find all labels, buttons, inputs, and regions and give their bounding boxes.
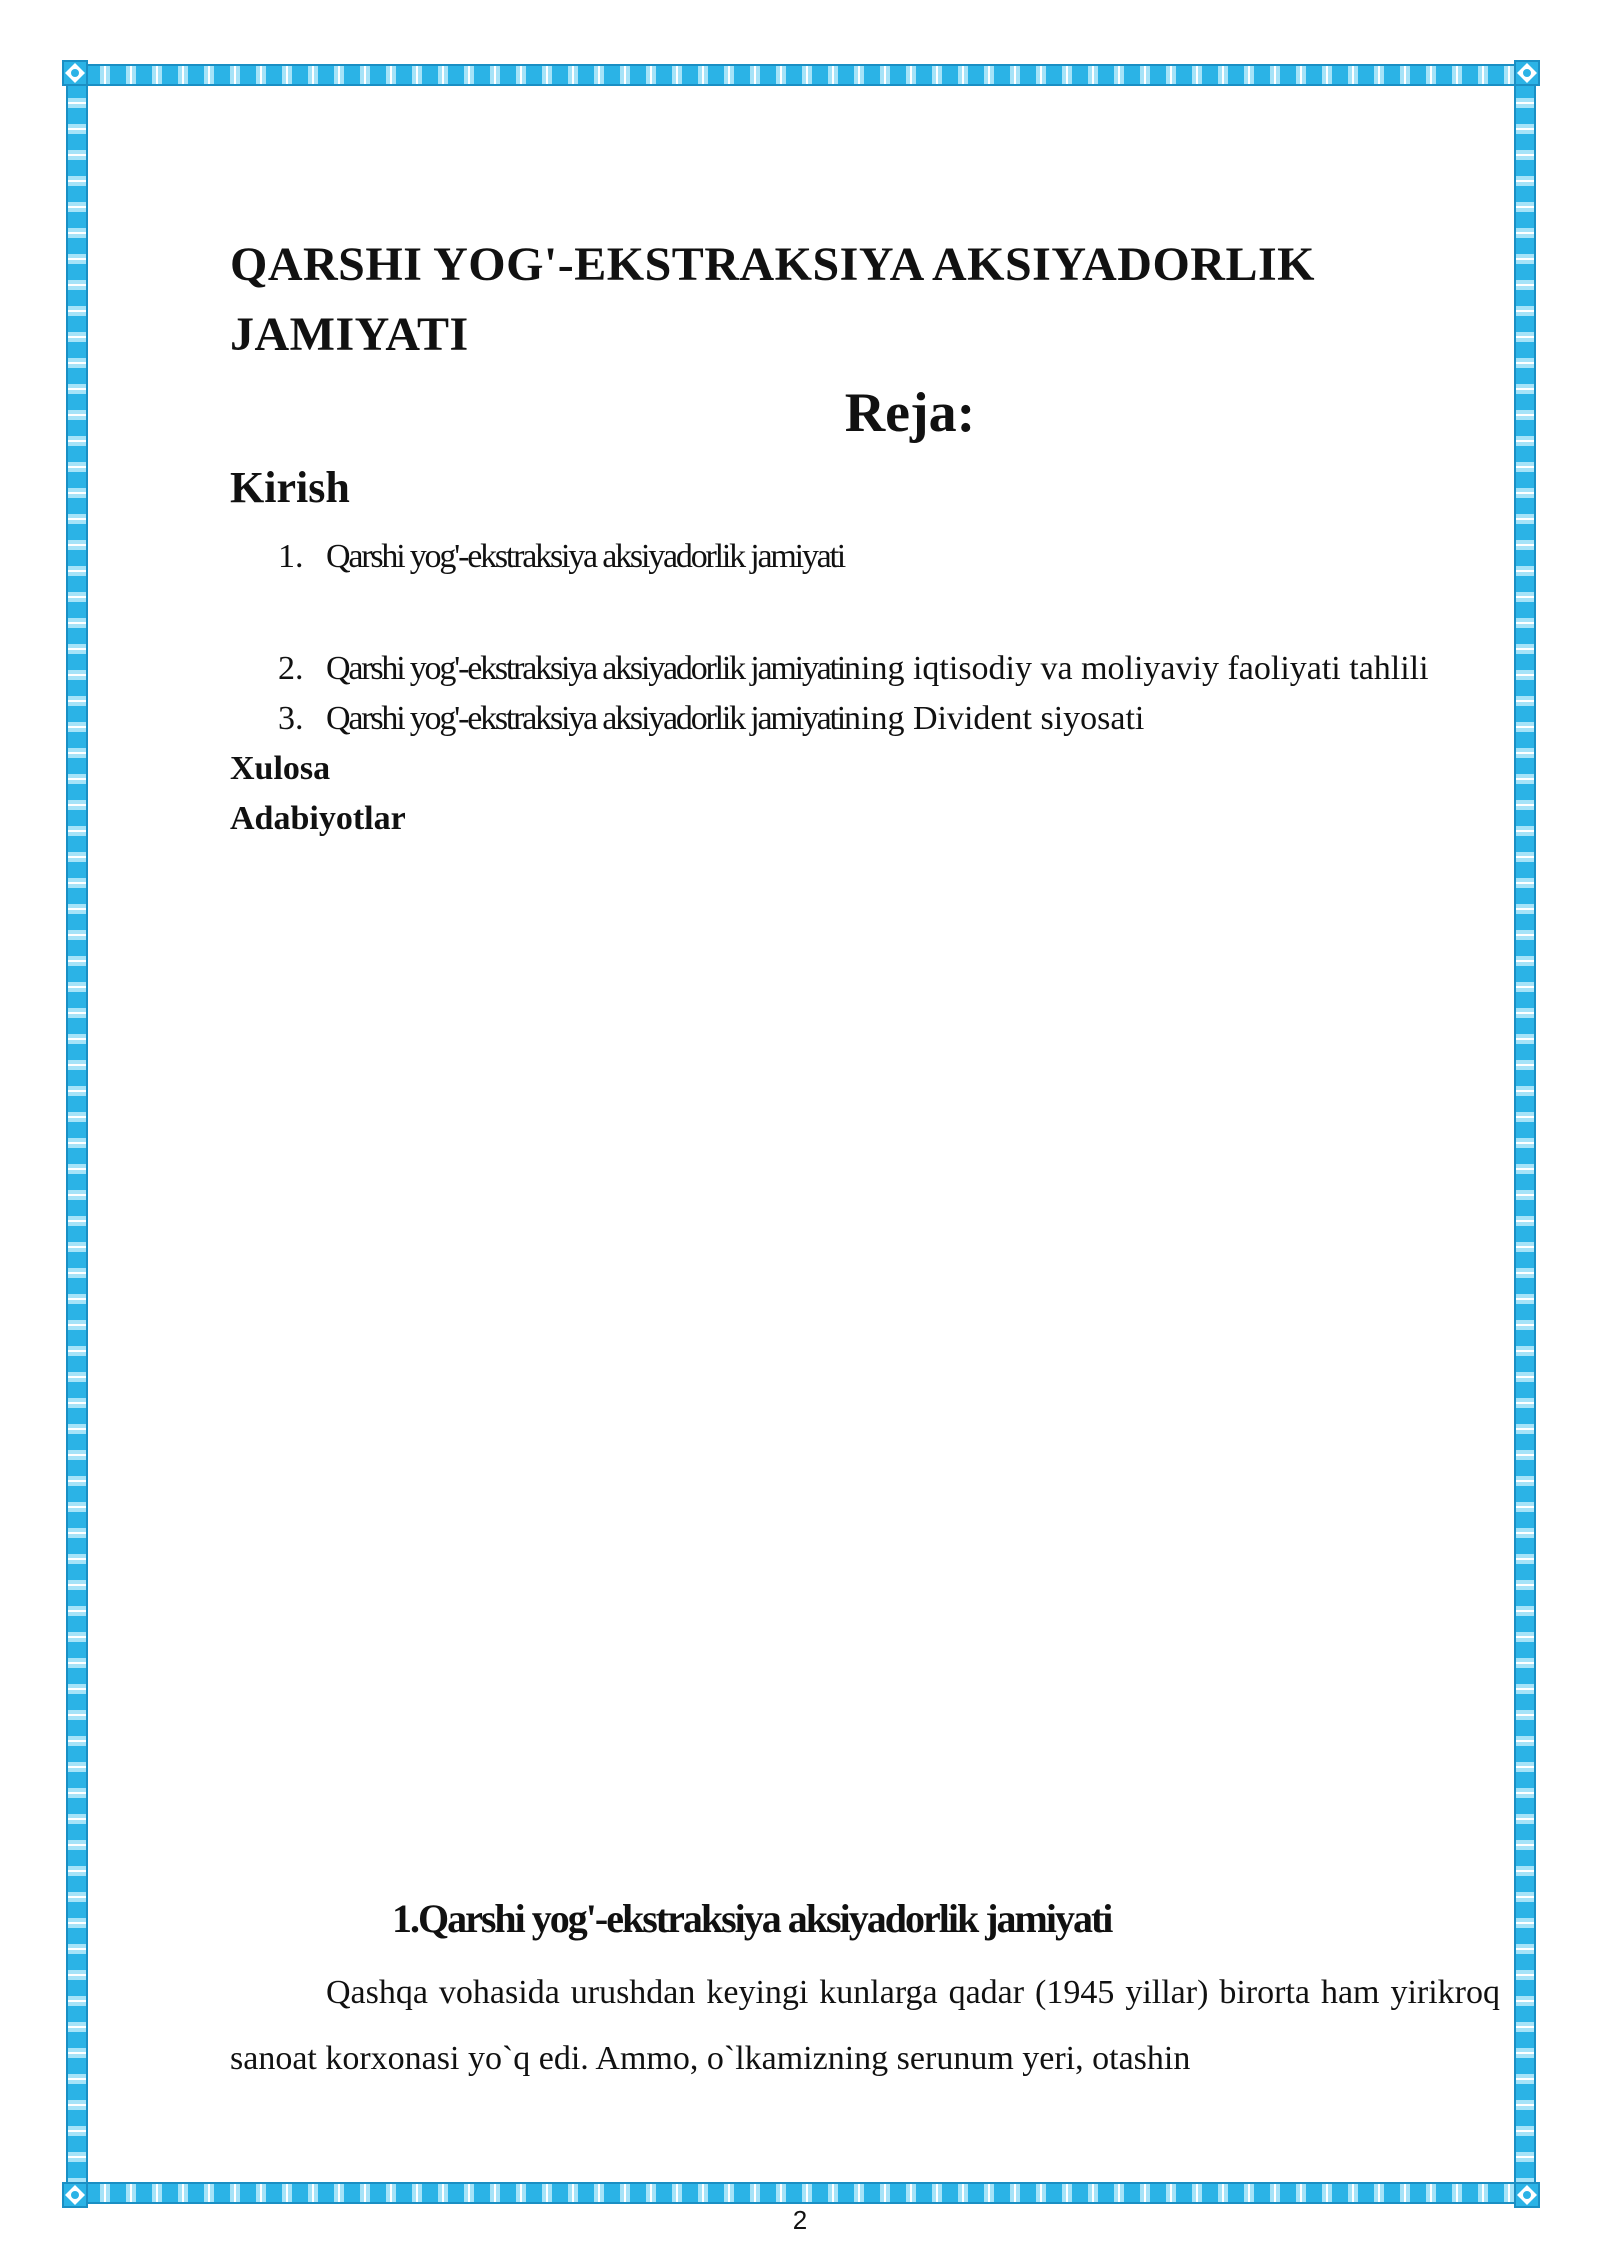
plan-heading: Reja: bbox=[844, 382, 976, 444]
plan-item-rest: ning iqtisodiy va moliyaviy faoliyati tahlili bbox=[844, 650, 1429, 687]
corner-ornament-icon bbox=[60, 58, 90, 88]
plan-item-text bbox=[326, 694, 1500, 744]
plan-item-text bbox=[326, 644, 1500, 694]
border-top bbox=[66, 64, 1536, 86]
plan-item-text bbox=[326, 532, 1500, 582]
plan-item-number: 3. bbox=[278, 700, 304, 737]
conclusion-heading: Xulosa bbox=[230, 750, 331, 787]
plan-list bbox=[230, 532, 1500, 744]
body-paragraph: Qashqa vohasida urushdan keyingi kunlarga qadar (1945 yillar) birorta ham yirikroq sanoat korxonasi yo`q edi. Ammo, o`lkamizning serunum yeri, otashin bbox=[230, 1974, 1500, 2077]
plan-item bbox=[278, 532, 1500, 582]
page-content bbox=[230, 230, 1500, 844]
plan-item-number: 1. bbox=[278, 538, 304, 575]
plan-item-number: 2. bbox=[278, 650, 304, 687]
references-heading: Adabiyotlar bbox=[230, 800, 406, 837]
border-right bbox=[1514, 64, 1536, 2204]
plan-item-prefix: Qarshi yog'-ekstraksiya aksiyadorlik jamiyati bbox=[326, 650, 845, 687]
plan-item bbox=[278, 644, 1500, 694]
plan-item-rest: ning Divident siyosati bbox=[844, 700, 1145, 737]
corner-ornament-icon bbox=[1512, 58, 1542, 88]
intro-heading: Kirish bbox=[230, 463, 350, 512]
document-title: QARSHI YOG'-EKSTRAKSIYA AKSIYADORLIK JAMIYATI bbox=[230, 238, 1315, 361]
plan-item-prefix: Qarshi yog'-ekstraksiya aksiyadorlik jamiyati bbox=[326, 538, 845, 575]
border-bottom bbox=[66, 2182, 1536, 2204]
plan-item-prefix: Qarshi yog'-ekstraksiya aksiyadorlik jamiyati bbox=[326, 700, 845, 737]
plan-item bbox=[278, 694, 1500, 744]
page-number: 2 bbox=[792, 2205, 808, 2235]
border-left bbox=[66, 64, 88, 2204]
section-heading: 1.Qarshi yog'-ekstraksiya aksiyadorlik jamiyati bbox=[392, 1896, 1112, 1941]
